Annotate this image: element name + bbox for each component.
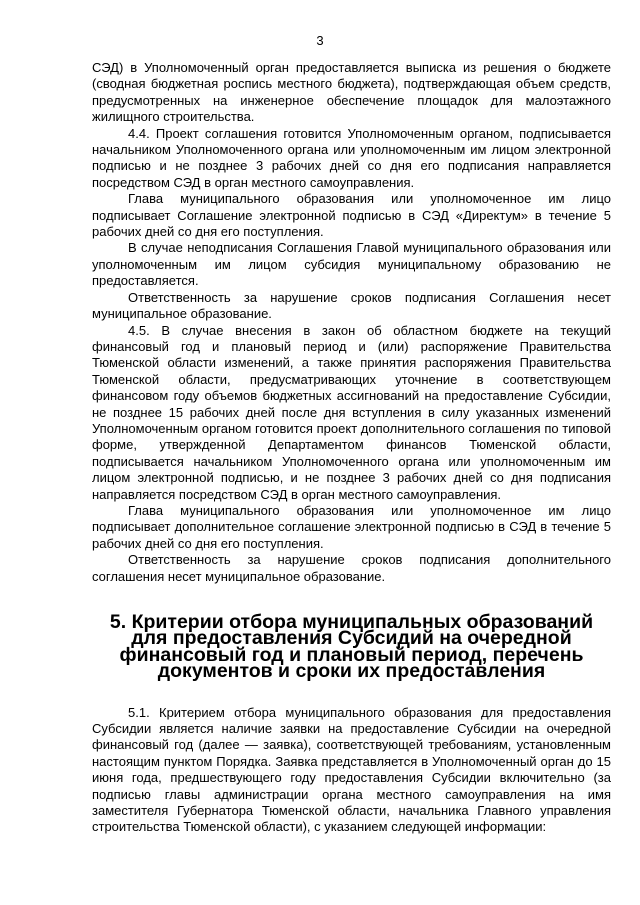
paragraph-4-5: 4.5. В случае внесения в закон об областном бюджете на текущий финансовый год и плановый период и (или) распоряжение Правительства Тюменской области изменений, а также принятия распоряжения Правительства Тюменской области, предусматривающих уточнение в соответствующем финансовом году объемов бюджетных ассигнований на предоставление Субсидии, не позднее 15 рабочих дней после дня вступления в силу указанных изменений Уполномоченным органом готовится проект дополнительного соглашения по типовой форме, утвержденной Департаментом финансов Тюменской области, подписывается начальником Уполномоченного органа или уполномоченным им лицом электронной подписью, и не позднее 3 рабочих дней со дня подписания направляется посредством СЭД в орган местного самоуправления. (92, 322, 611, 502)
paragraph-additional-signing: Глава муниципального образования или уполномоченное им лицо подписывает дополнительное соглашение электронной подписью в СЭД в течение 5 рабочих дней со дня его поступления. (92, 502, 611, 551)
paragraph-responsibility: Ответственность за нарушение сроков подписания Соглашения несет муниципальное образование. (92, 289, 611, 322)
paragraph-5-1: 5.1. Критерием отбора муниципального образования для предоставления Субсидии является наличие заявки на предоставление Субсидии на очередной финансовый год (далее — заявка), соответствующей требованиям, установленным настоящим пунктом Порядка. Заявка представляется в Уполномоченный орган до 15 июня года, предшествующего году предоставления Субсидии включительно (за подписью главы администрации органа местного самоуправления на имя заместителя Губернатора Тюменской области, начальника Главного управления строительства Тюменской области), с указанием следующей информации: (92, 704, 611, 835)
section-heading: 5. Критерии отбора муниципальных образований для предоставления Субсидий на очередной финансовый год и плановый период, перечень документов и сроки их предоставления (109, 611, 594, 683)
paragraph-continuation: СЭД) в Уполномоченный орган предоставляется выписка из решения о бюджете (сводная бюджетная роспись местного бюджета), подтверждающая объем средств, предусмотренных на инженерное обеспечение площадок для малоэтажного жилищного строительства. (92, 60, 611, 125)
document-body (92, 60, 611, 836)
paragraph-non-signing: В случае неподписания Соглашения Главой муниципального образования или уполномоченным им лицом субсидия муниципальному образованию не предоставляется. (92, 240, 611, 289)
paragraph-signing: Глава муниципального образования или уполномоченное им лицо подписывает Соглашение электронной подписью в СЭД «Директум» в течение 5 рабочих дней со дня его поступления. (92, 191, 611, 240)
page-number: 3 (316, 33, 324, 48)
paragraph-4-4: 4.4. Проект соглашения готовится Уполномоченным органом, подписывается начальником Уполномоченного органа или уполномоченным им лицом электронной подписью и не позднее 3 рабочих дней со дня его подписания направляется посредством СЭД в орган местного самоуправления. (92, 125, 611, 190)
paragraph-additional-responsibility: Ответственность за нарушение сроков подписания дополнительного соглашения несет муниципальное образование. (92, 552, 611, 584)
